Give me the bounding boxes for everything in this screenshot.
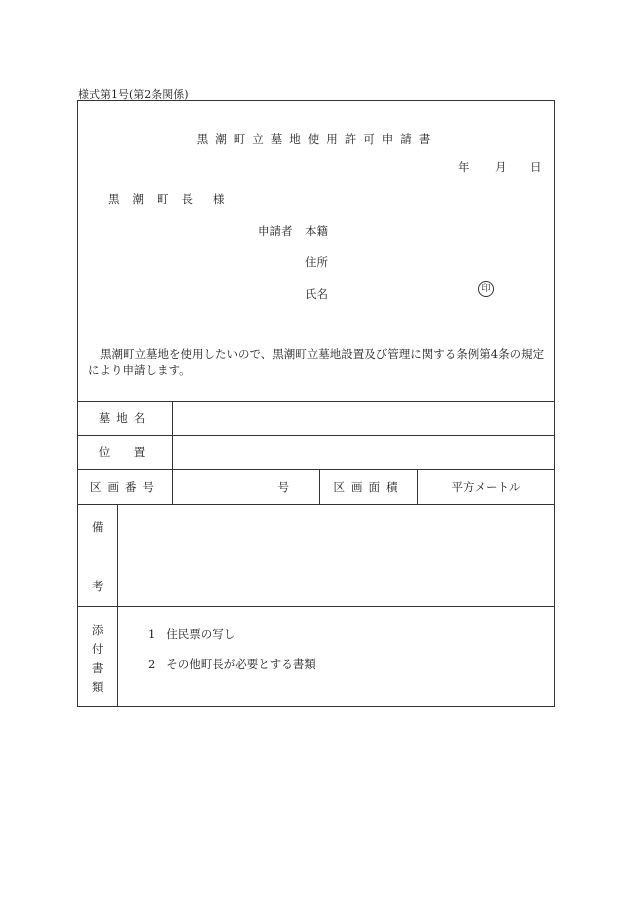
form-number-label: 様式第1号(第2条関係)	[78, 88, 189, 101]
addressee-honorific: 様	[213, 192, 225, 206]
seal-mark: 印	[478, 281, 494, 297]
plot-number-label: 区画番号	[90, 479, 160, 494]
plot-area-label: 区画面積	[333, 479, 404, 494]
date-day-field[interactable]: 日	[530, 160, 542, 174]
attachment-item: 1 住民票の写し	[148, 627, 236, 641]
date-year-field[interactable]: 年	[458, 160, 470, 174]
form-title: 黒潮町立墓地使用許可申請書	[196, 132, 438, 146]
application-statement: 黒潮町立墓地を使用したいので、黒潮町立墓地設置及び管理に関する条例第4条の規定により申請します。	[88, 347, 545, 377]
registered-domicile-field[interactable]: 本籍	[305, 224, 328, 238]
plot-area-unit: 平方メートル	[451, 479, 521, 494]
cemetery-name-label: 墓地名	[98, 411, 152, 425]
remarks-label-bottom: 考	[92, 579, 104, 593]
attachments-label: 添付書類	[92, 623, 104, 694]
addressee-name: 黒潮町長	[108, 192, 206, 206]
cemetery-name-input[interactable]	[173, 401, 554, 435]
attachment-item: 2 その他町長が必要とする書類	[148, 657, 316, 671]
address-field[interactable]: 住所	[305, 255, 328, 269]
location-input[interactable]	[173, 435, 554, 469]
application-form	[77, 100, 555, 707]
location-label: 位 置	[98, 445, 152, 459]
remarks-label-top: 備	[92, 520, 104, 534]
applicant-label: 申請者	[258, 224, 293, 238]
row-divider	[78, 606, 554, 607]
plot-number-unit: 号	[277, 479, 289, 494]
plot-area-input[interactable]	[418, 469, 554, 504]
remarks-input[interactable]	[118, 504, 554, 606]
date-month-field[interactable]: 月	[495, 160, 507, 174]
plot-number-input[interactable]	[173, 469, 319, 504]
name-field[interactable]: 氏名	[305, 287, 328, 301]
